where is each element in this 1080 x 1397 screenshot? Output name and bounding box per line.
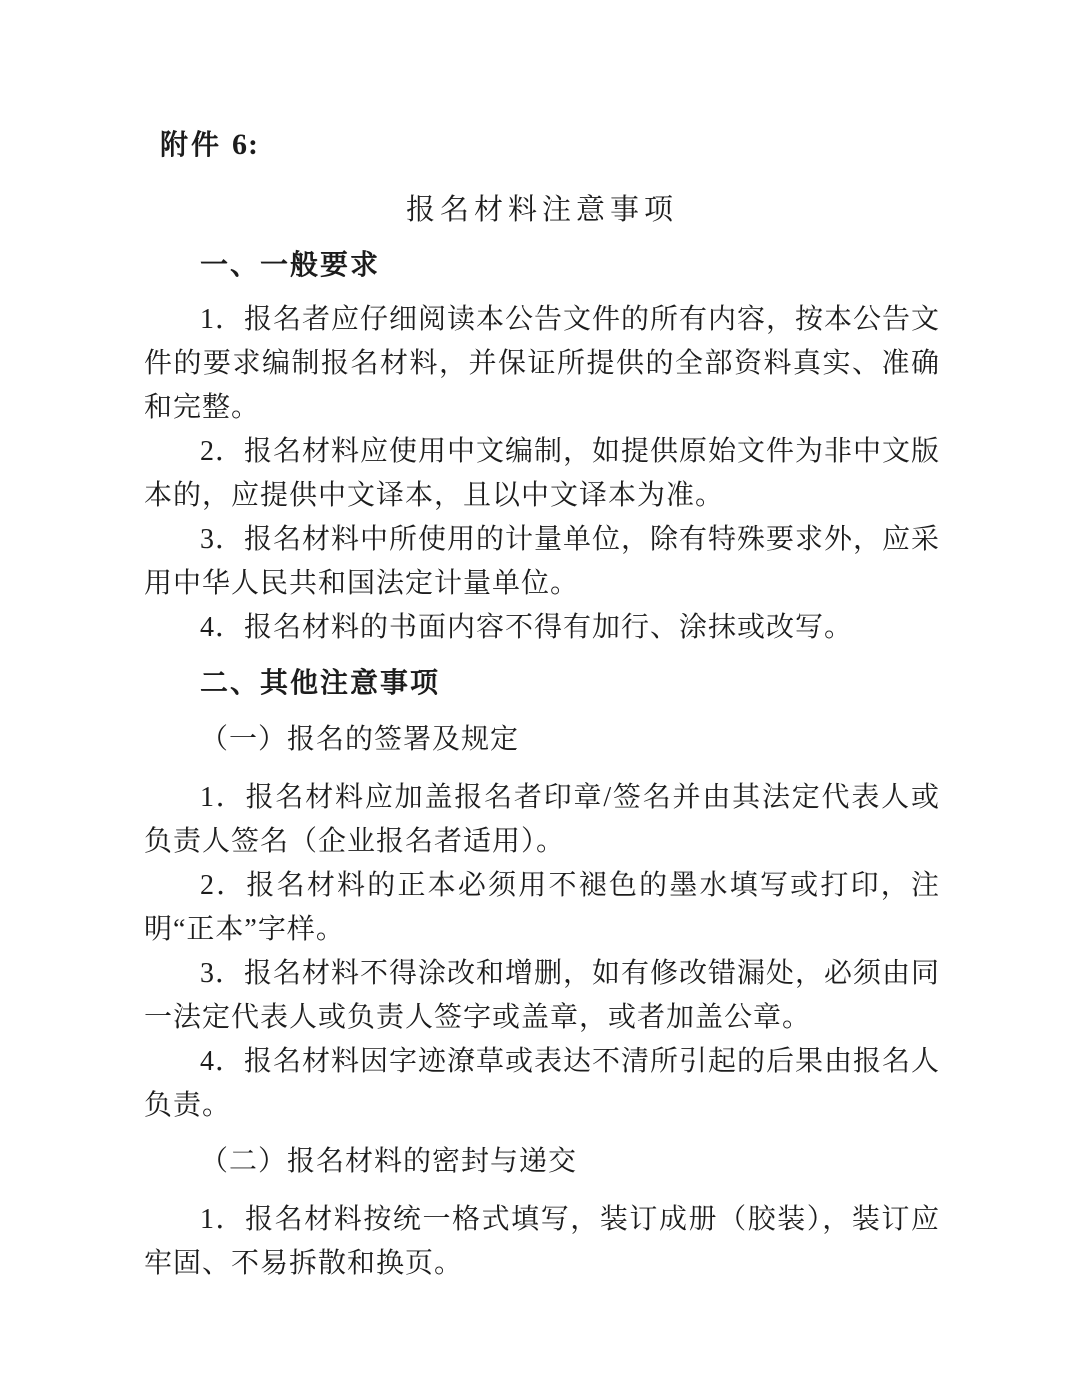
subsection-heading-signing-rules: （一）报名的签署及规定 [200,724,520,755]
paragraph-general-2: 2．报名材料应使用中文编制，如提供原始文件为非中文版本的，应提供中文译本，且以中文译本为准。 [144,436,941,511]
document-title: 报名材料注意事项 [405,194,678,226]
section-heading-general-requirements: 一、一般要求 [200,250,381,281]
paragraph-signing-1: 1．报名材料应加盖报名者印章/签名并由其法定代表人或负责人签名（企业报名者适用）。 [144,782,940,857]
paragraph-general-4: 4．报名材料的书面内容不得有加行、涂抹或改写。 [200,612,854,643]
subsection-heading-sealing-submission: （二）报名材料的密封与递交 [200,1146,578,1177]
attachment-label [144,123,940,168]
paragraph-signing-2: 2．报名材料的正本必须用不褪色的墨水填写或打印，注明“正本”字样。 [144,870,940,945]
paragraph-signing-4: 4．报名材料因字迹潦草或表达不清所引起的后果由报名人负责。 [144,1046,941,1121]
paragraph-sealing-1: 1．报名材料按统一格式填写，装订成册（胶装），装订应牢固、不易拆散和换页。 [144,1204,940,1279]
paragraph-general-3: 3．报名材料中所使用的计量单位，除有特殊要求外，应采用中华人民共和国法定计量单位。 [144,524,941,599]
attachment-label-prefix: 附件 [160,130,223,161]
paragraph-general-1: 1．报名者应仔细阅读本公告文件的所有内容，按本公告文件的要求编制报名材料，并保证所提供的全部资料真实、准确和完整。 [144,304,941,423]
paragraph-signing-3: 3．报名材料不得涂改和增删，如有修改错漏处，必须由同一法定代表人或负责人签字或盖章，或者加盖公章。 [144,958,941,1033]
attachment-label-number: 6: [232,128,260,161]
section-heading-other-notes: 二、其他注意事项 [200,668,441,699]
